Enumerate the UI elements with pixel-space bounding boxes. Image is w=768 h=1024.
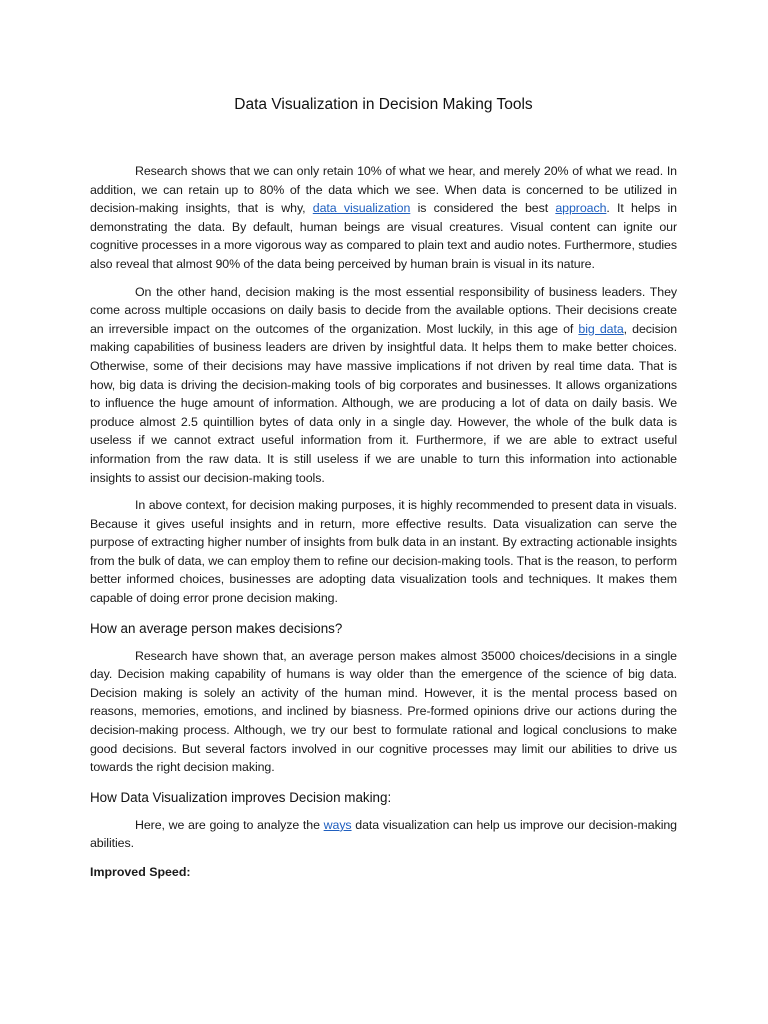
paragraph-text: data visualization can help us improve our decision-making abilities. bbox=[90, 817, 677, 851]
paragraph-analyze bbox=[90, 816, 677, 853]
document-body bbox=[90, 94, 677, 881]
approach-link[interactable]: approach bbox=[555, 201, 607, 216]
paragraph-text: On the other hand, decision making is the most essential responsibility of business leaders. They come across multiple occasions on daily basis to decide from the available options. Their decisions create an irreversible impact on the outcomes of the organization. Most luckily, in this age of bbox=[90, 284, 677, 336]
big-data-link[interactable]: big data bbox=[578, 321, 624, 336]
data-visualization-link[interactable]: data visualization bbox=[312, 201, 411, 216]
paragraph-text: Research shows that we can only retain 10% of what we hear, and merely 20% of what we read. In addition, we can retain up to 80% of the data which we see. When data is concerned to be utilized in decision-making insights, that is why, bbox=[90, 164, 677, 216]
paragraph-text: Here, we are going to analyze the bbox=[135, 817, 324, 832]
paragraph-text: . It helps in demonstrating the data. By default, human beings are visual creatures. Visual content can ignite our cognitive processes in a more vigorous way as compared to plain text and audio notes. Furthermore, studies also reveal that almost 90% of the data being perceived by human brain is visual in its nature. bbox=[90, 201, 677, 271]
ways-link[interactable]: ways bbox=[323, 817, 352, 832]
document-title: Data Visualization in Decision Making Tools bbox=[234, 96, 533, 113]
paragraph-intro bbox=[90, 162, 677, 274]
paragraph-context: In above context, for decision making purposes, it is highly recommended to present data in visuals. Because it gives useful insights and in return, more effective results. Data visualization can serve the purpose of extracting higher number of insights from bulk data in an instant. By extracting actionable insights from the bulk of data, we can employ them to refine our decision-making tools. That is the reason, to perform better informed choices, businesses are adopting data visualization tools and techniques. It makes them capable of doing error prone decision making. bbox=[90, 498, 677, 606]
paragraph-text: , decision making capabilities of business leaders are driven by insightful data. It helps them to make better choices. Otherwise, some of their decisions may have massive implications if not driven by real time data. That is how, big data is driving the decision-making tools of big corporates and businesses. It allows organizations to influence the huge amount of information. Although, we are producing a lot of data on daily basis. We produce almost 2.5 quintillion bytes of data only in a single day. However, the whole of the bulk data is useless if we cannot extract useful information from it. Furthermore, if we are able to extract useful information from the raw data. It is still useless if we are unable to turn this information into actionable insights to assist our decision-making tools. bbox=[90, 321, 678, 485]
section-heading-average-person: How an average person makes decisions? bbox=[90, 620, 343, 636]
subheading-improved-speed: Improved Speed: bbox=[90, 865, 191, 879]
paragraph-decision-making bbox=[90, 283, 677, 488]
paragraph-average-person: Research have shown that, an average person makes almost 35000 choices/decisions in a single day. Decision making capability of humans is way older than the emergence of the science of big data. Decision making is solely an activity of the human mind. However, it is the mental process based on reasons, memories, emotions, and inclined by biasness. Pre-formed opinions drive our actions during the decision-making process. Although, we try our best to formulate rational and logical conclusions to make good decisions. But several factors involved in our cognitive processes may limit our abilities to drive us towards the right decision making. bbox=[90, 648, 677, 775]
paragraph-text: is considered the best bbox=[410, 201, 556, 216]
section-heading-data-visualization: How Data Visualization improves Decision making: bbox=[90, 789, 392, 805]
